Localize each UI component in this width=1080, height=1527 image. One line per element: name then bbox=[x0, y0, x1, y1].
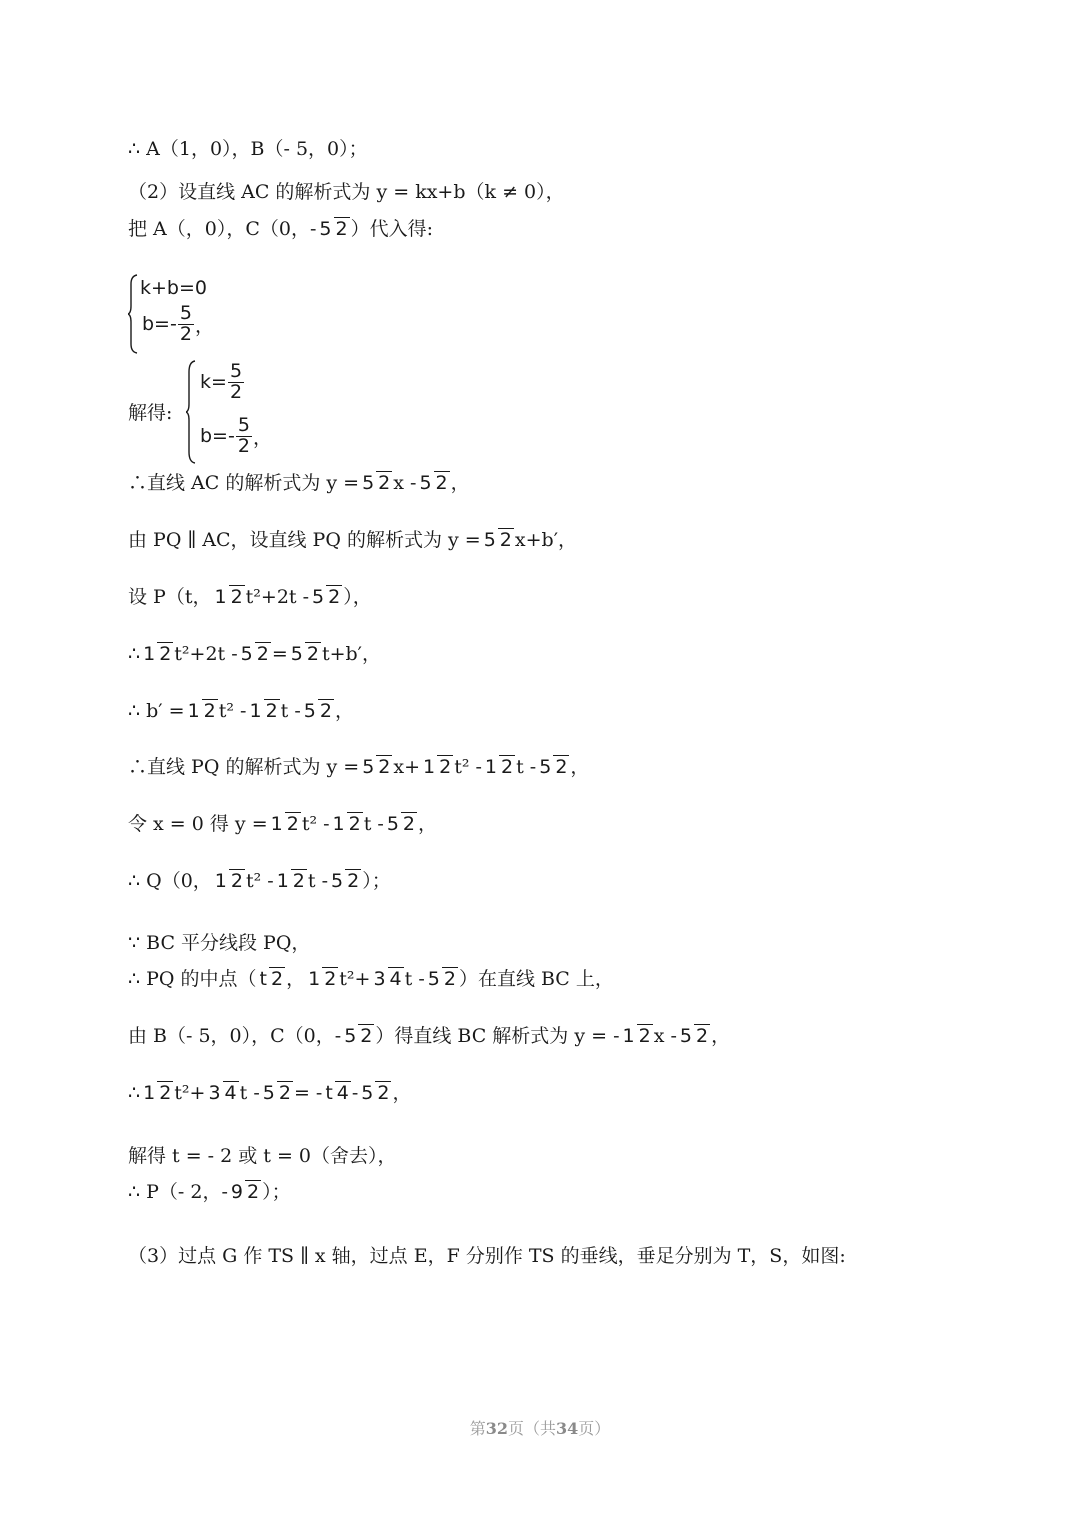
text-line-10 bbox=[128, 702, 354, 722]
line-text: t² - bbox=[245, 870, 274, 893]
line-text: t - bbox=[307, 870, 328, 893]
fraction: 5 2 bbox=[344, 1025, 373, 1047]
fraction: 1 2 bbox=[214, 870, 243, 892]
fraction: 1 2 bbox=[332, 813, 361, 835]
text-line-12 bbox=[128, 815, 437, 835]
line-text: ∴ A（1，0），B（- 5，0）； bbox=[128, 138, 368, 160]
fraction: 5 2 bbox=[539, 756, 568, 778]
fraction: 5 2 bbox=[679, 1025, 709, 1047]
fraction: t 4 bbox=[325, 1082, 349, 1104]
equation-row: b=- bbox=[142, 313, 177, 336]
fraction: t 2 bbox=[259, 968, 284, 990]
fraction: 1 2 bbox=[143, 643, 172, 665]
text-line-3 bbox=[128, 220, 433, 240]
line-text: ， bbox=[418, 813, 438, 836]
line-text: t² - bbox=[301, 813, 330, 836]
line-text: t²+ bbox=[174, 1082, 206, 1105]
line-text: t+b′， bbox=[321, 643, 381, 666]
fraction: 5 2 bbox=[262, 1082, 291, 1104]
line-text: x - bbox=[393, 472, 417, 495]
footer-suffix: 页） bbox=[578, 1419, 611, 1438]
text-line-1 bbox=[128, 140, 368, 159]
footer-prefix: 第 bbox=[469, 1419, 486, 1438]
line-text: ∴ PQ 的中点（ bbox=[128, 968, 257, 991]
line-text: ）， bbox=[343, 586, 372, 609]
line-text: ）得直线 BC 解析式为 y = - bbox=[375, 1025, 620, 1048]
line-text: 解得: bbox=[128, 402, 173, 424]
line-text: ∴直线 AC 的解析式为 y = bbox=[128, 472, 360, 495]
fraction: 5 2 bbox=[362, 472, 391, 494]
fraction: 1 2 bbox=[270, 813, 299, 835]
text-line-6 bbox=[128, 474, 470, 494]
fraction: 1 2 bbox=[187, 700, 216, 722]
fraction: 5 2 bbox=[331, 870, 360, 892]
fraction: 5 2 bbox=[386, 813, 416, 835]
line-text: t - bbox=[239, 1082, 260, 1105]
fraction: $\frac{5}{2}$ bbox=[229, 360, 243, 403]
text-line-20 bbox=[128, 1247, 846, 1266]
line-text: t² - bbox=[454, 756, 482, 779]
footer-middle: 页（共 bbox=[507, 1419, 556, 1438]
equation-row: k+b=0 bbox=[140, 277, 207, 299]
text-line-18 bbox=[128, 1147, 397, 1166]
line-text: （2）设直线 AC 的解析式为 y = kx+b（k ≠ 0）， bbox=[128, 181, 565, 203]
line-text: t - bbox=[363, 813, 384, 836]
line-text: ∴ b′ = bbox=[128, 700, 185, 723]
fraction: 1 2 bbox=[143, 1082, 172, 1104]
fraction: 1 2 bbox=[276, 870, 305, 892]
line-text: t - bbox=[516, 756, 537, 779]
fraction: $\frac{5}{2}$ bbox=[237, 414, 250, 457]
fraction: 5 2 bbox=[240, 643, 269, 665]
text-line-16 bbox=[128, 1027, 730, 1047]
fraction: 9 2 bbox=[230, 1181, 260, 1203]
comma: ， bbox=[252, 426, 272, 449]
fraction: 1 2 bbox=[249, 700, 278, 722]
line-text: 解得 t = - 2 或 t = 0（舍去）， bbox=[128, 1145, 397, 1167]
page-footer bbox=[0, 1416, 1080, 1439]
fraction: 5 2 bbox=[361, 1082, 390, 1104]
line-text: ）； bbox=[362, 870, 391, 893]
fraction: 1 2 bbox=[214, 586, 243, 608]
text-line-15 bbox=[128, 970, 614, 990]
line-text: t²+2t - bbox=[245, 586, 310, 609]
text-line-14 bbox=[128, 934, 310, 953]
line-text: ）在直线 BC 上， bbox=[458, 968, 614, 991]
line-text: ， bbox=[392, 1082, 412, 1105]
line-text: x+b′， bbox=[514, 529, 578, 552]
fraction: 5 2 bbox=[419, 472, 448, 494]
line-text: ， bbox=[570, 756, 590, 779]
fraction: 5 2 bbox=[312, 586, 341, 608]
fraction: 1 2 bbox=[622, 1025, 651, 1047]
text-line-8 bbox=[128, 588, 372, 608]
line-text: ∴ P（- 2，- bbox=[128, 1181, 228, 1204]
text-line-7 bbox=[128, 531, 577, 551]
solve-label bbox=[128, 404, 172, 423]
line-text: ∴直线 PQ 的解析式为 y = bbox=[128, 756, 360, 779]
fraction: 3 4 bbox=[208, 1082, 237, 1104]
fraction: 3 4 bbox=[373, 968, 402, 990]
line-text: （3）过点 G 作 TS ∥ x 轴，过点 E，F 分别作 TS 的垂线，垂足分别为 T，S，如图: bbox=[128, 1245, 846, 1267]
line-text: t - bbox=[404, 968, 425, 991]
line-text: 由 PQ ∥ AC，设直线 PQ 的解析式为 y = bbox=[128, 529, 481, 552]
line-text: ， bbox=[334, 700, 354, 723]
line-text: 令 x = 0 得 y = bbox=[128, 813, 268, 836]
line-text: x - bbox=[653, 1025, 677, 1048]
fraction: 5 2 bbox=[427, 968, 456, 990]
fraction: 5 2 bbox=[303, 700, 332, 722]
line-text: t - bbox=[280, 700, 301, 723]
fraction: 1 2 bbox=[308, 968, 337, 990]
line-text: = bbox=[271, 643, 288, 666]
text-line-2 bbox=[128, 183, 565, 202]
equation-row: k= bbox=[200, 371, 227, 394]
line-text: 把 A（，0），C（0，- bbox=[128, 218, 317, 241]
line-text: ∴ bbox=[128, 1082, 141, 1105]
fraction: 1 2 bbox=[484, 756, 514, 778]
comma: ， bbox=[194, 314, 214, 337]
line-text: 设 P（t， bbox=[128, 586, 212, 609]
line-text: t²+2t - bbox=[174, 643, 238, 666]
text-line-17 bbox=[128, 1084, 412, 1104]
line-text: 由 B（- 5，0），C（0，- bbox=[128, 1025, 342, 1048]
line-text: ）代入得: bbox=[350, 218, 433, 241]
line-text: x+ bbox=[393, 756, 421, 779]
left-brace-icon bbox=[128, 274, 138, 354]
page-number: 32 bbox=[485, 1419, 508, 1438]
fraction: 1 2 bbox=[423, 756, 452, 778]
text-line-19 bbox=[128, 1183, 291, 1203]
line-text: ， bbox=[450, 472, 470, 495]
left-brace-icon bbox=[186, 360, 196, 464]
line-text: t² - bbox=[218, 700, 247, 723]
text-line-11 bbox=[128, 758, 589, 778]
fraction: 5 2 bbox=[362, 756, 391, 778]
line-text: t²+ bbox=[339, 968, 371, 991]
line-text: ， bbox=[286, 968, 306, 991]
line-text: ）； bbox=[262, 1181, 291, 1204]
fraction: 5 2 bbox=[483, 529, 512, 551]
text-line-9 bbox=[128, 645, 381, 665]
total-pages: 34 bbox=[556, 1419, 579, 1438]
line-text: - bbox=[351, 1082, 359, 1105]
fraction: 5 2 bbox=[290, 643, 319, 665]
line-text: ∴ Q（0， bbox=[128, 870, 212, 893]
equation-system-2 bbox=[186, 360, 306, 464]
text-line-13 bbox=[128, 872, 391, 892]
fraction: $\frac{5}{2}$ bbox=[179, 302, 192, 345]
line-text: ∵ BC 平分线段 PQ， bbox=[128, 932, 311, 954]
equation-system-1 bbox=[128, 274, 248, 354]
fraction: 5 2 bbox=[319, 218, 348, 240]
line-text: ∴ bbox=[128, 643, 141, 666]
line-text: = - bbox=[293, 1082, 323, 1105]
equation-row: b=- bbox=[200, 425, 235, 448]
line-text: ， bbox=[711, 1025, 731, 1048]
